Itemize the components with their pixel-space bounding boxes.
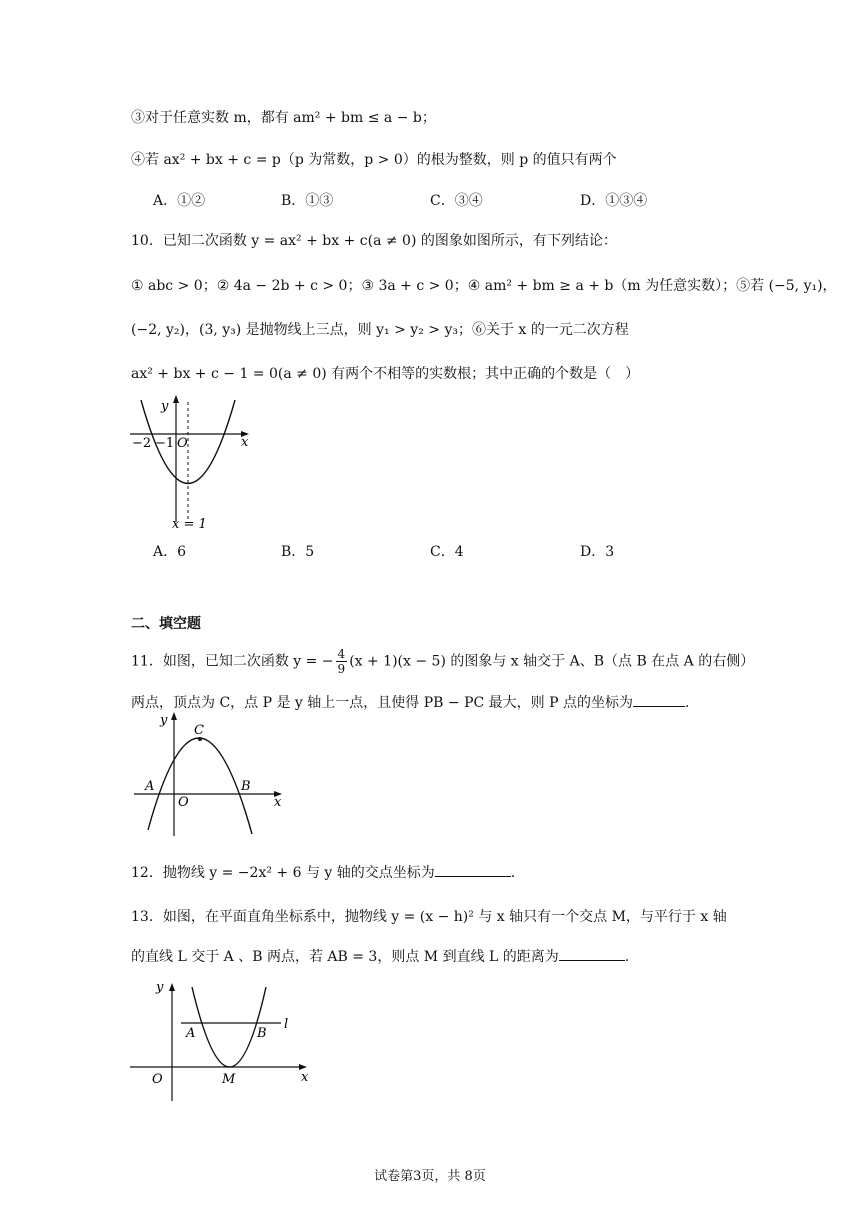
q13-line-l-label: l [284,1017,289,1032]
q11-origin-label: O [178,795,189,810]
q11-frac-den: 9 [337,662,346,676]
q9-item3: ③对于任意实数 m，都有 am² + bm ≤ a − b； [131,110,436,126]
page-footer: 试卷第3页，共 8页 [374,1169,486,1184]
q10-option-a[interactable]: A．6 [153,544,187,560]
q13-line2-end: . [624,949,630,965]
q10-axis-label: x = 1 [172,517,207,532]
q11-point-a: A [145,779,155,794]
q11-y-label: y [160,713,168,728]
q10-origin-label: O [177,436,188,451]
q11-answer-blank[interactable] [633,692,685,707]
q10-option-d[interactable]: D．3 [580,544,615,560]
q10-option-b[interactable]: B．5 [281,544,315,560]
q11-line2-text: 两点，顶点为 C，点 P 是 y 轴上一点，且使得 PB − PC 最大，则 P 点的坐标为 [131,695,633,711]
q11-point-c: C [194,723,204,738]
q10-y-label: y [161,399,169,414]
q9-option-a[interactable]: A．①② [153,193,206,209]
q10-stem: 10．已知二次函数 y = ax² + bx + c(a ≠ 0) 的图象如图所示，有下列结论： [131,233,617,249]
q10-x-label: x [241,435,249,450]
q11-fraction [336,647,348,676]
q11-parabola-figure [130,708,290,840]
q13-parabola-figure [125,975,315,1107]
q9-option-b[interactable]: B．①③ [281,193,334,209]
q9-option-d[interactable]: D．①③④ [580,193,648,209]
q11-x-label: x [274,795,282,810]
q13-point-m: M [222,1072,236,1087]
q11-line2-end: . [684,695,690,711]
q13-line2-text: 的直线 L 交于 A 、B 两点，若 AB = 3，则点 M 到直线 L 的距离为 [131,949,559,965]
q13-origin-label: O [152,1072,163,1087]
q10-tick-neg1: −1 [155,436,175,451]
q11-point-b: B [241,779,251,794]
q13-point-b: B [257,1026,267,1041]
q12-answer-blank[interactable] [435,862,511,877]
q10-option-c[interactable]: C．4 [430,544,464,560]
q11-line1 [131,647,754,676]
q11-frac-num: 4 [337,647,346,661]
section-title-fill-in: 二、填空题 [131,616,201,632]
q13-point-a: A [186,1026,196,1041]
q12-end: . [510,865,516,881]
q13-line2 [131,946,629,967]
q13-x-label: x [301,1070,309,1085]
q13-y-label: y [156,980,164,995]
q11-line1-post: (x + 1)(x − 5) 的图象与 x 轴交于 A、B（点 B 在点 A 的右侧） [349,653,755,670]
q10-conditions-line2: (−2, y₂)，(3, y₃) 是抛物线上三点，则 y₁ > y₂ > y₃；⑥关于 x 的一元二次方程 [131,322,629,338]
q10-tick-neg2: −2 [132,436,152,451]
q12-line [131,862,515,883]
q13-answer-blank[interactable] [559,946,625,961]
q12-text: 12．抛物线 y = −2x² + 6 与 y 轴的交点坐标为 [131,865,435,881]
q10-conditions-line3: ax² + bx + c − 1 = 0(a ≠ 0) 有两个不相等的实数根；其中正确的个数是（ ） [131,366,640,382]
q9-option-c[interactable]: C．③④ [430,193,483,209]
q10-conditions-line1: ① abc > 0；② 4a − 2b + c > 0；③ 3a + c > 0；④ am² + bm ≥ a + b（m 为任意实数）；⑤若 (−5, y₁)， [131,278,837,294]
q10-parabola-figure [125,392,260,532]
q9-item4: ④若 ax² + bx + c = p（p 为常数，p > 0）的根为整数，则 p 的值只有两个 [131,152,617,168]
q13-line1: 13．如图，在平面直角坐标系中，抛物线 y = (x − h)² 与 x 轴只有一个交点 M，与平行于 x 轴 [131,909,727,925]
q11-line1-pre: 11．如图，已知二次函数 y = − [131,653,334,670]
